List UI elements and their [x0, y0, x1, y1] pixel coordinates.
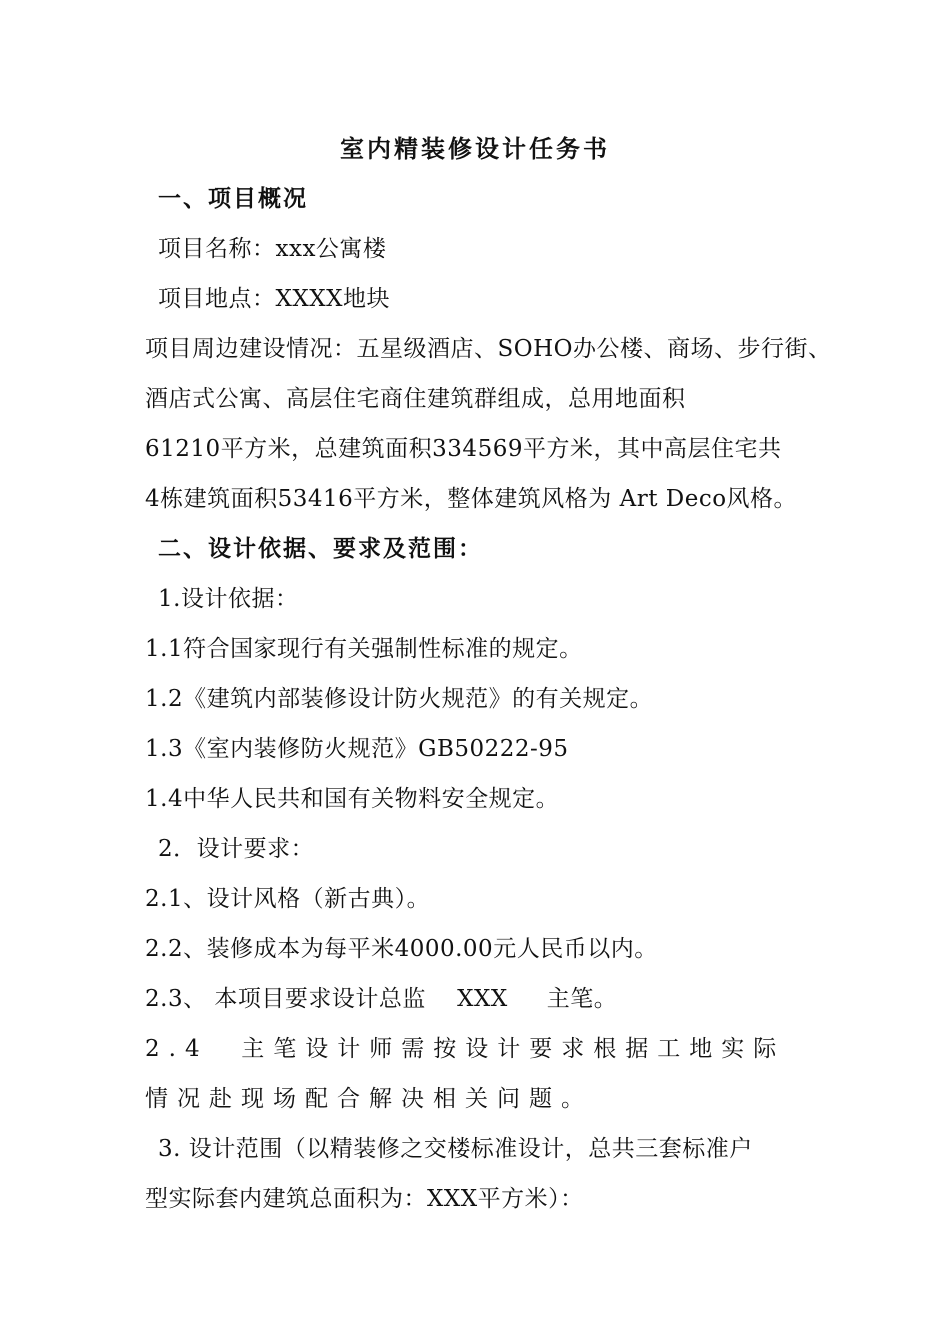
list-item: 1.4中华人民共和国有关物料安全规定。 [145, 786, 560, 812]
paragraph-line: 酒店式公寓、高层住宅商住建筑群组成，总用地面积 [145, 386, 686, 412]
list-item: 1.1符合国家现行有关强制性标准的规定。 [145, 636, 583, 662]
paragraph-line: 项目周边建设情况：五星级酒店、SOHO办公楼、商场、步行街、 [145, 336, 832, 362]
list-item: 1.3《室内装修防火规范》GB50222-95 [145, 736, 569, 762]
list-item: 1.2《建筑内部装修设计防火规范》的有关规定。 [145, 686, 654, 712]
section-heading-design-basis: 二、设计依据、要求及范围： [158, 535, 483, 562]
paragraph-line: 4栋建筑面积53416平方米，整体建筑风格为 Art Deco风格。 [145, 486, 798, 512]
paragraph-line: 61210平方米，总建筑面积334569平方米，其中高层住宅共 [145, 436, 782, 462]
subheading-design-basis: 1.设计依据： [158, 586, 299, 612]
subheading-design-requirements: 2．设计要求： [158, 836, 315, 862]
project-location: 项目地点：XXXX地块 [158, 286, 390, 312]
list-item: 2.1、设计风格（新古典）。 [145, 886, 431, 912]
list-item: 2.2、装修成本为每平米4000.00元人民币以内。 [145, 936, 658, 962]
section-heading-overview: 一、项目概况 [158, 185, 308, 212]
list-item: 2.3、 本项目要求设计总监 XXX 主笔。 [145, 986, 618, 1012]
subheading-design-scope: 3. 设计范围（以精装修之交楼标准设计，总共三套标准户 [158, 1136, 753, 1162]
list-item: 2.4 主笔设计师需按设计要求根据工地实际 [145, 1036, 786, 1062]
paragraph-line: 型实际套内建筑总面积为：XXX平方米）： [145, 1186, 584, 1212]
project-name: 项目名称：xxx公寓楼 [158, 236, 387, 262]
list-item-continued: 情况赴现场配合解决相关问题。 [145, 1086, 593, 1112]
document-title: 室内精装修设计任务书 [340, 134, 610, 163]
